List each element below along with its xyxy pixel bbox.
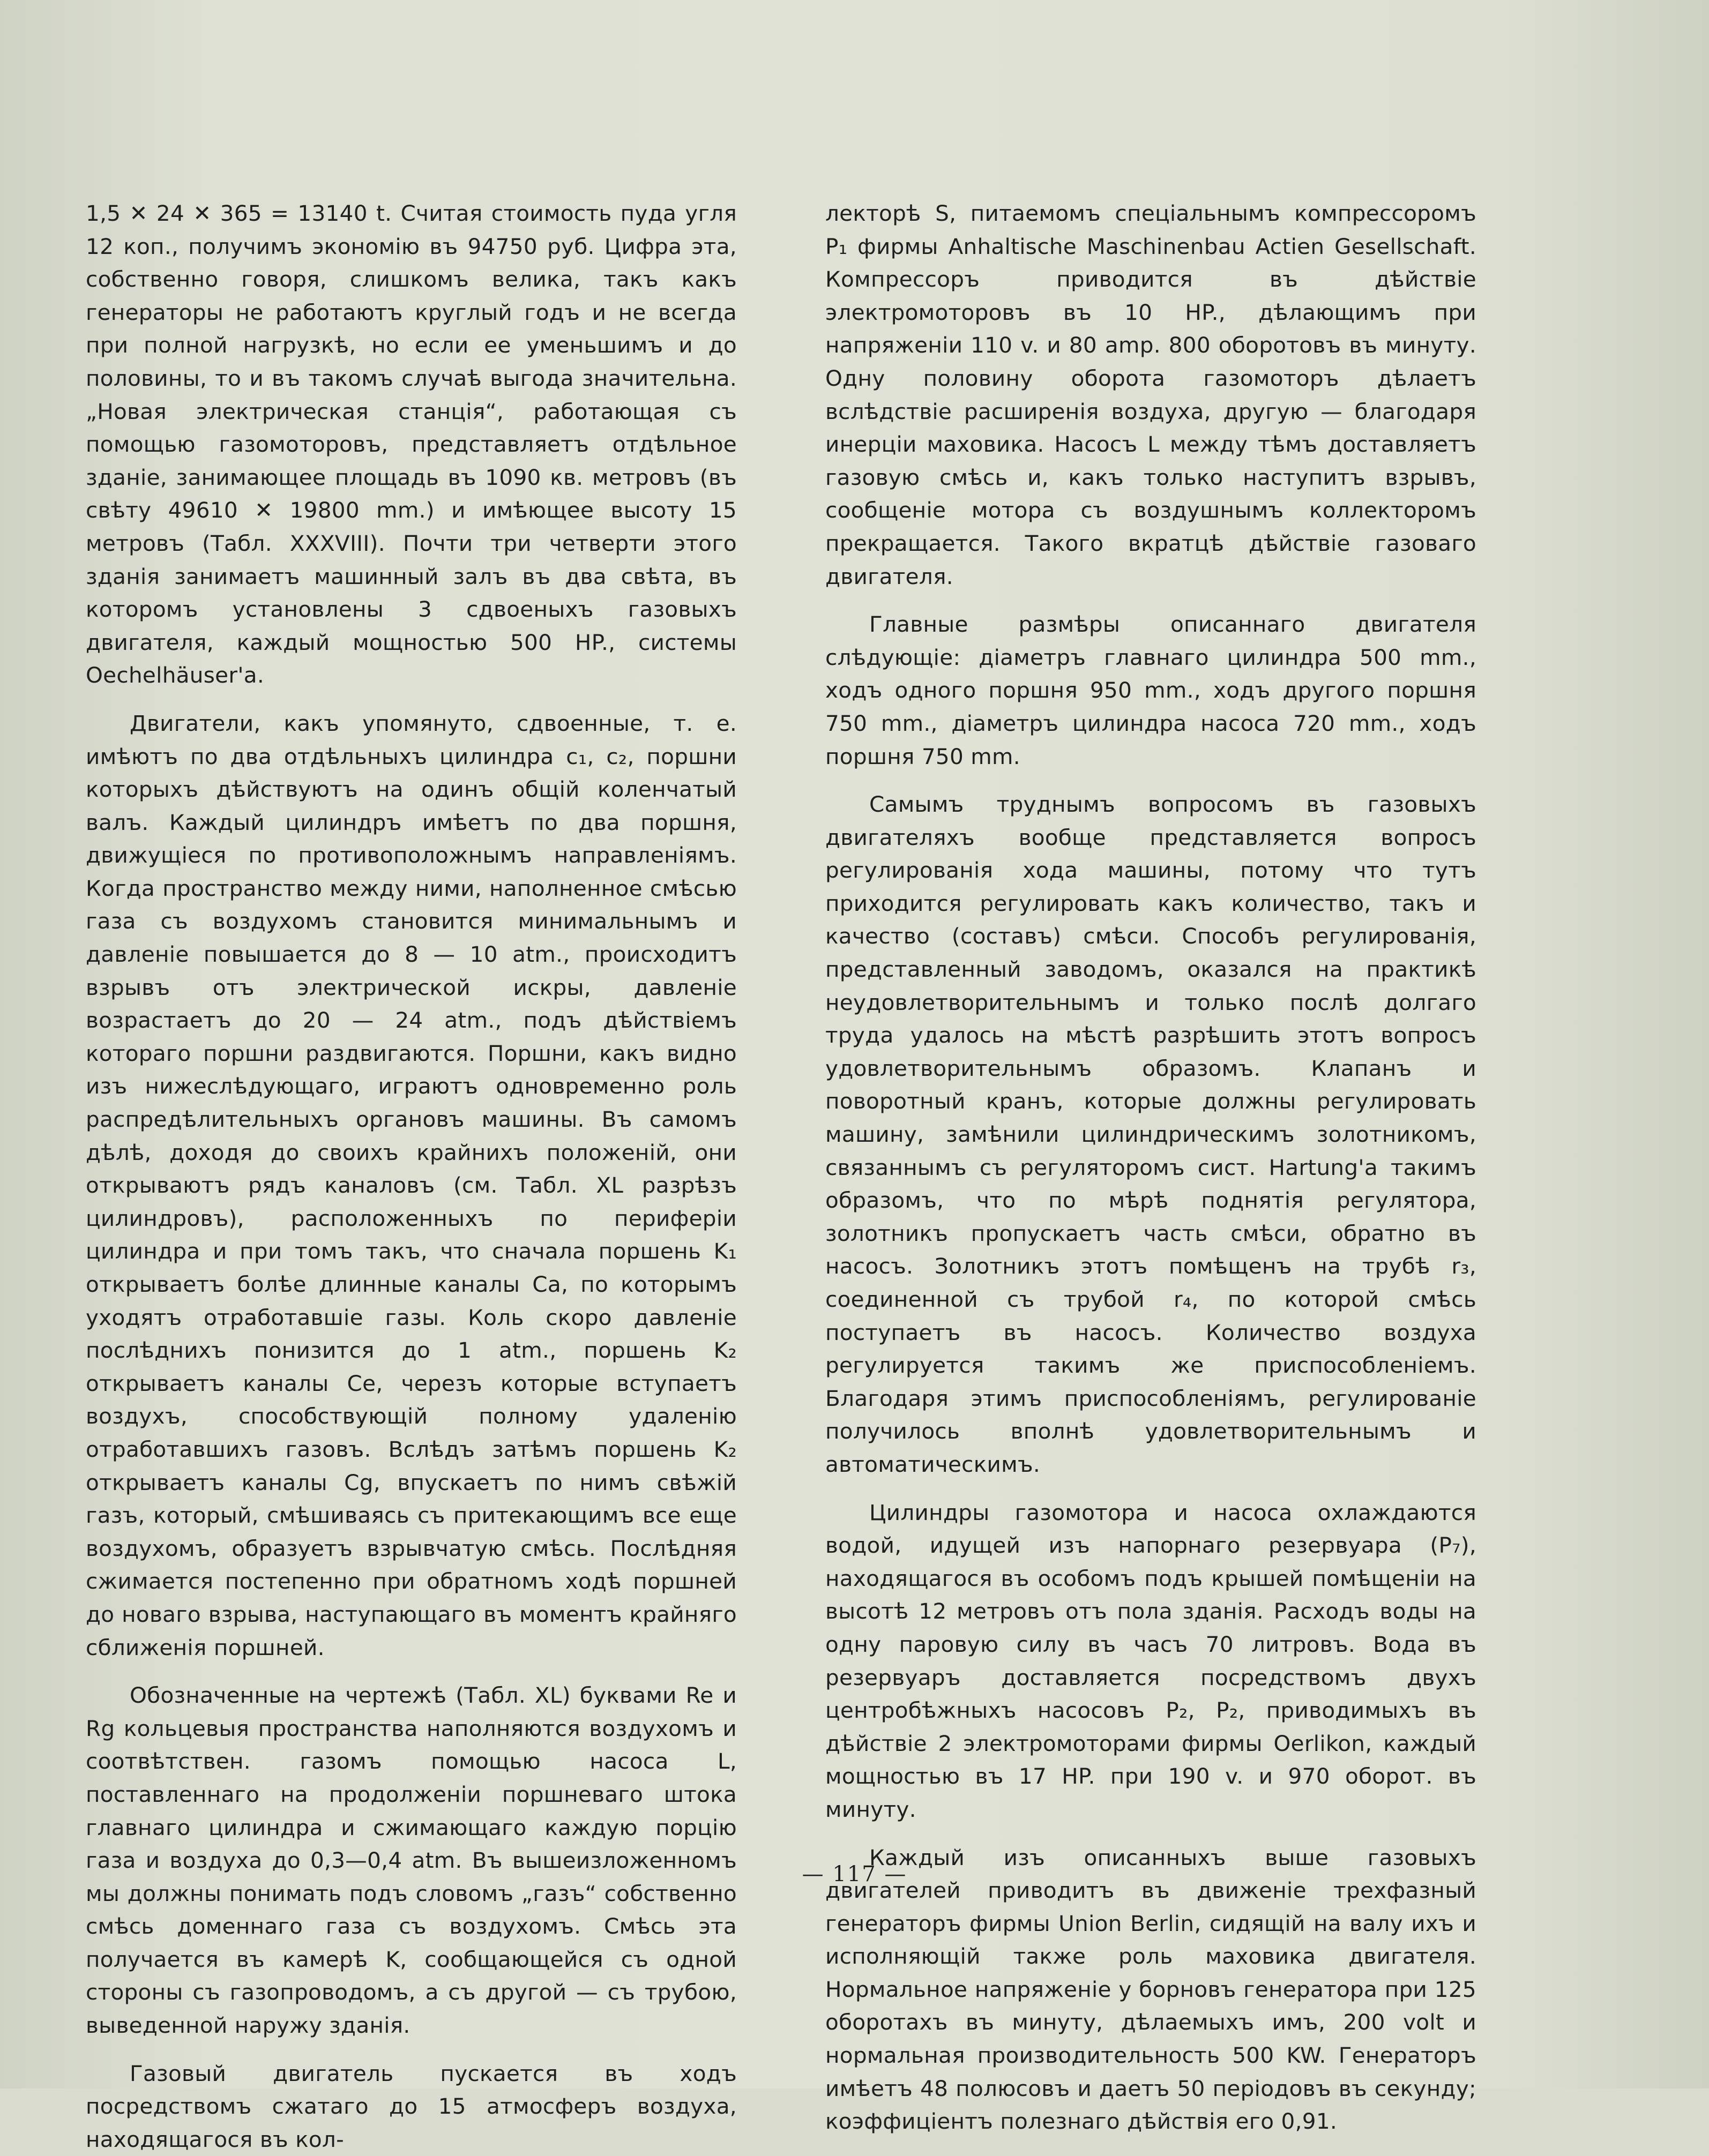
paragraph: Двигатели, какъ упомянуто, сдвоенные, т. е. имѣютъ по два отдѣльныхъ цилиндра c₁, c₂, поршни которыхъ дѣйствуютъ на одинъ общій коленчатый валъ. Каждый цилиндръ имѣетъ по два поршня, движущіеся по противоположнымъ направленіямъ. Когда пространство между ними, наполненное смѣсью газа съ воздухомъ становится минимальнымъ и давленіе повышается до 8 — 10 atm., происходитъ взрывъ отъ электрической искры, давленіе возрастаетъ до 20 — 24 atm., подъ дѣйствіемъ котораго поршни раздвигаются. Поршни, какъ видно изъ нижеслѣдующаго, играютъ одновременно роль распредѣлительныхъ органовъ машины. Въ самомъ дѣлѣ, доходя до своихъ крайнихъ положеній, они открываютъ рядъ каналовъ (см. Табл. XL разрѣзъ цилиндровъ), расположенныхъ по периферіи цилиндра и при томъ такъ, что сначала поршень K₁ открываетъ болѣе длинные каналы Ca, по которымъ уходятъ отработавшіе газы. Коль скоро давленіе послѣднихъ понизится до 1 atm., поршень K₂ открываетъ каналы Ce, черезъ которые вступаетъ воздухъ, способствующій полному удаленію отработавшихъ газовъ. Вслѣдъ затѣмъ поршень K₂ открываетъ каналы Cg, впускаетъ по нимъ свѣжій газъ, который, смѣшиваясь съ притекающимъ все еще воздухомъ, образуетъ взрывчатую смѣсь. Послѣдняя сжимается постепенно при обратномъ ходѣ поршней до новаго взрыва, наступающаго въ моментъ крайняго сближенія поршней. xyxy=(86,710,737,1660)
paragraph: 1,5 ✕ 24 ✕ 365 = 13140 t. Считая стоимость пуда угля 12 коп., получимъ экономію въ 94750 руб. Цифра эта, собственно говоря, слишкомъ велика, такъ какъ генераторы не работаютъ круглый годъ и не всегда при полной нагрузкѣ, но если ее уменьшимъ и до половины, то и въ такомъ случаѣ выгода значительна. „Новая электрическая станція“, работающая съ помощью газомоторовъ, представляетъ отдѣльное зданіе, занимающее площадь въ 1090 кв. метровъ (въ свѣту 49610 ✕ 19800 mm.) и имѣющее высоту 15 метровъ (Табл. XXXVIII). Почти три четверти этого зданія занимаетъ машинный залъ въ два свѣта, въ которомъ установлены 3 сдвоеныхъ газовыхъ двигателя, каждый мощностью 500 HP., системы Oechelhäuser'a. xyxy=(86,200,737,688)
paragraph: Цилиндры газомотора и насоса охлаждаются водой, идущей изъ напорнаго резервуара (P₇), находящагося въ особомъ подъ крышей помѣщеніи на высотѣ 12 метровъ отъ пола зданія. Расходъ воды на одну паровую силу въ часъ 70 литровъ. Вода въ резервуаръ доставляется посредствомъ двухъ центробѣжныхъ насосовъ P₂, P₂, приводимыхъ въ дѣйствіе 2 электромоторами фирмы Oerlikon, каждый мощностью въ 17 HP. при 190 v. и 970 оборот. въ минуту. xyxy=(825,1499,1476,1822)
paragraph: Главные размѣры описаннаго двигателя слѣдующіе: діаметръ главнаго цилиндра 500 mm., ходъ одного поршня 950 mm., ходъ другого поршня 750 mm., діаметръ цилиндра насоса 720 mm., ходъ поршня 750 mm. xyxy=(825,611,1476,769)
page-number: — 117 — xyxy=(802,1862,907,1886)
paragraph: Обозначенные на чертежѣ (Табл. XL) буквами Re и Rg кольцевыя пространства наполняются воздухомъ и соотвѣтствен. газомъ помощью насоса L, поставленнаго на продолженіи поршневаго штока главнаго цилиндра и сжимающаго каждую порцію газа и воздуха до 0,3—0,4 atm. Въ вышеизложенномъ мы должны понимать подъ словомъ „газъ“ собственно смѣсь доменнаго газа съ воздухомъ. Смѣсь эта получается въ камерѣ K, сообщающейся съ одной стороны съ газопроводомъ, а съ другой — съ трубою, выведенной наружу зданія. xyxy=(86,1682,737,2039)
paragraph: Каждый изъ описанныхъ выше газовыхъ двигателей приводитъ въ движеніе трехфазный генераторъ фирмы Union Berlin, сидящій на валу ихъ и исполняющій также роль маховика двигателя. Нормальное напряженіе у борновъ генератора при 125 оборотахъ въ минуту, дѣлаемыхъ имъ, 200 volt и нормальная производительность 500 KW. Генераторъ имѣетъ 48 полюсовъ и даетъ 50 періодовъ въ секунду; коэффиціентъ полезнаго дѣйствія его 0,91. xyxy=(825,1844,1476,2135)
paragraph: лекторѣ S, питаемомъ спеціальнымъ компрессоромъ P₁ фирмы Anhaltische Maschinenbau Actien Gesellschaft. Компрессоръ приводится въ дѣйствіе электромоторовъ въ 10 HP., дѣлающимъ при напряженіи 110 v. и 80 amp. 800 оборотовъ въ минуту. Одну половину оборота газомоторъ дѣлаетъ вслѣдствіе расширенія воздуха, другую — благодаря инерціи маховика. Насосъ L между тѣмъ доставляетъ газовую смѣсь и, какъ только наступитъ взрывъ, сообщеніе мотора съ воздушнымъ коллекторомъ прекращается. Такого вкратцѣ дѣйствіе газоваго двигателя. xyxy=(825,200,1476,589)
paragraph: Самымъ труднымъ вопросомъ въ газовыхъ двигателяхъ вообще представляется вопросъ регулированія хода машины, потому что тутъ приходится регулировать какъ количество, такъ и качество (составъ) смѣси. Способъ регулированія, представленный заводомъ, оказался на практикѣ неудовлетворительнымъ и только послѣ долгаго труда удалось на мѣстѣ разрѣшить этотъ вопросъ удовлетворительнымъ образомъ. Клапанъ и поворотный кранъ, которые должны регулировать машину, замѣнили цилиндрическимъ золотникомъ, связаннымъ съ регуляторомъ сист. Hartung'a такимъ образомъ, что по мѣрѣ поднятія регулятора, золотникъ пропускаетъ часть смѣси, обратно въ насосъ. Золотникъ этотъ помѣщенъ на трубѣ r₃, соединенной съ трубой r₄, по которой смѣсь поступаетъ въ насосъ. Количество воздуха регулируется такимъ же приспособленіемъ. Благодаря этимъ приспособленіямъ, регулированіе получилось вполнѣ удовлетворительнымъ и автоматическимъ. xyxy=(825,791,1476,1477)
right-column xyxy=(825,197,1476,2138)
paragraph: Газовый двигатель пускается въ ходъ посредствомъ сжатаго до 15 атмосферъ воздуха, находящагося въ кол- xyxy=(86,2060,737,2152)
